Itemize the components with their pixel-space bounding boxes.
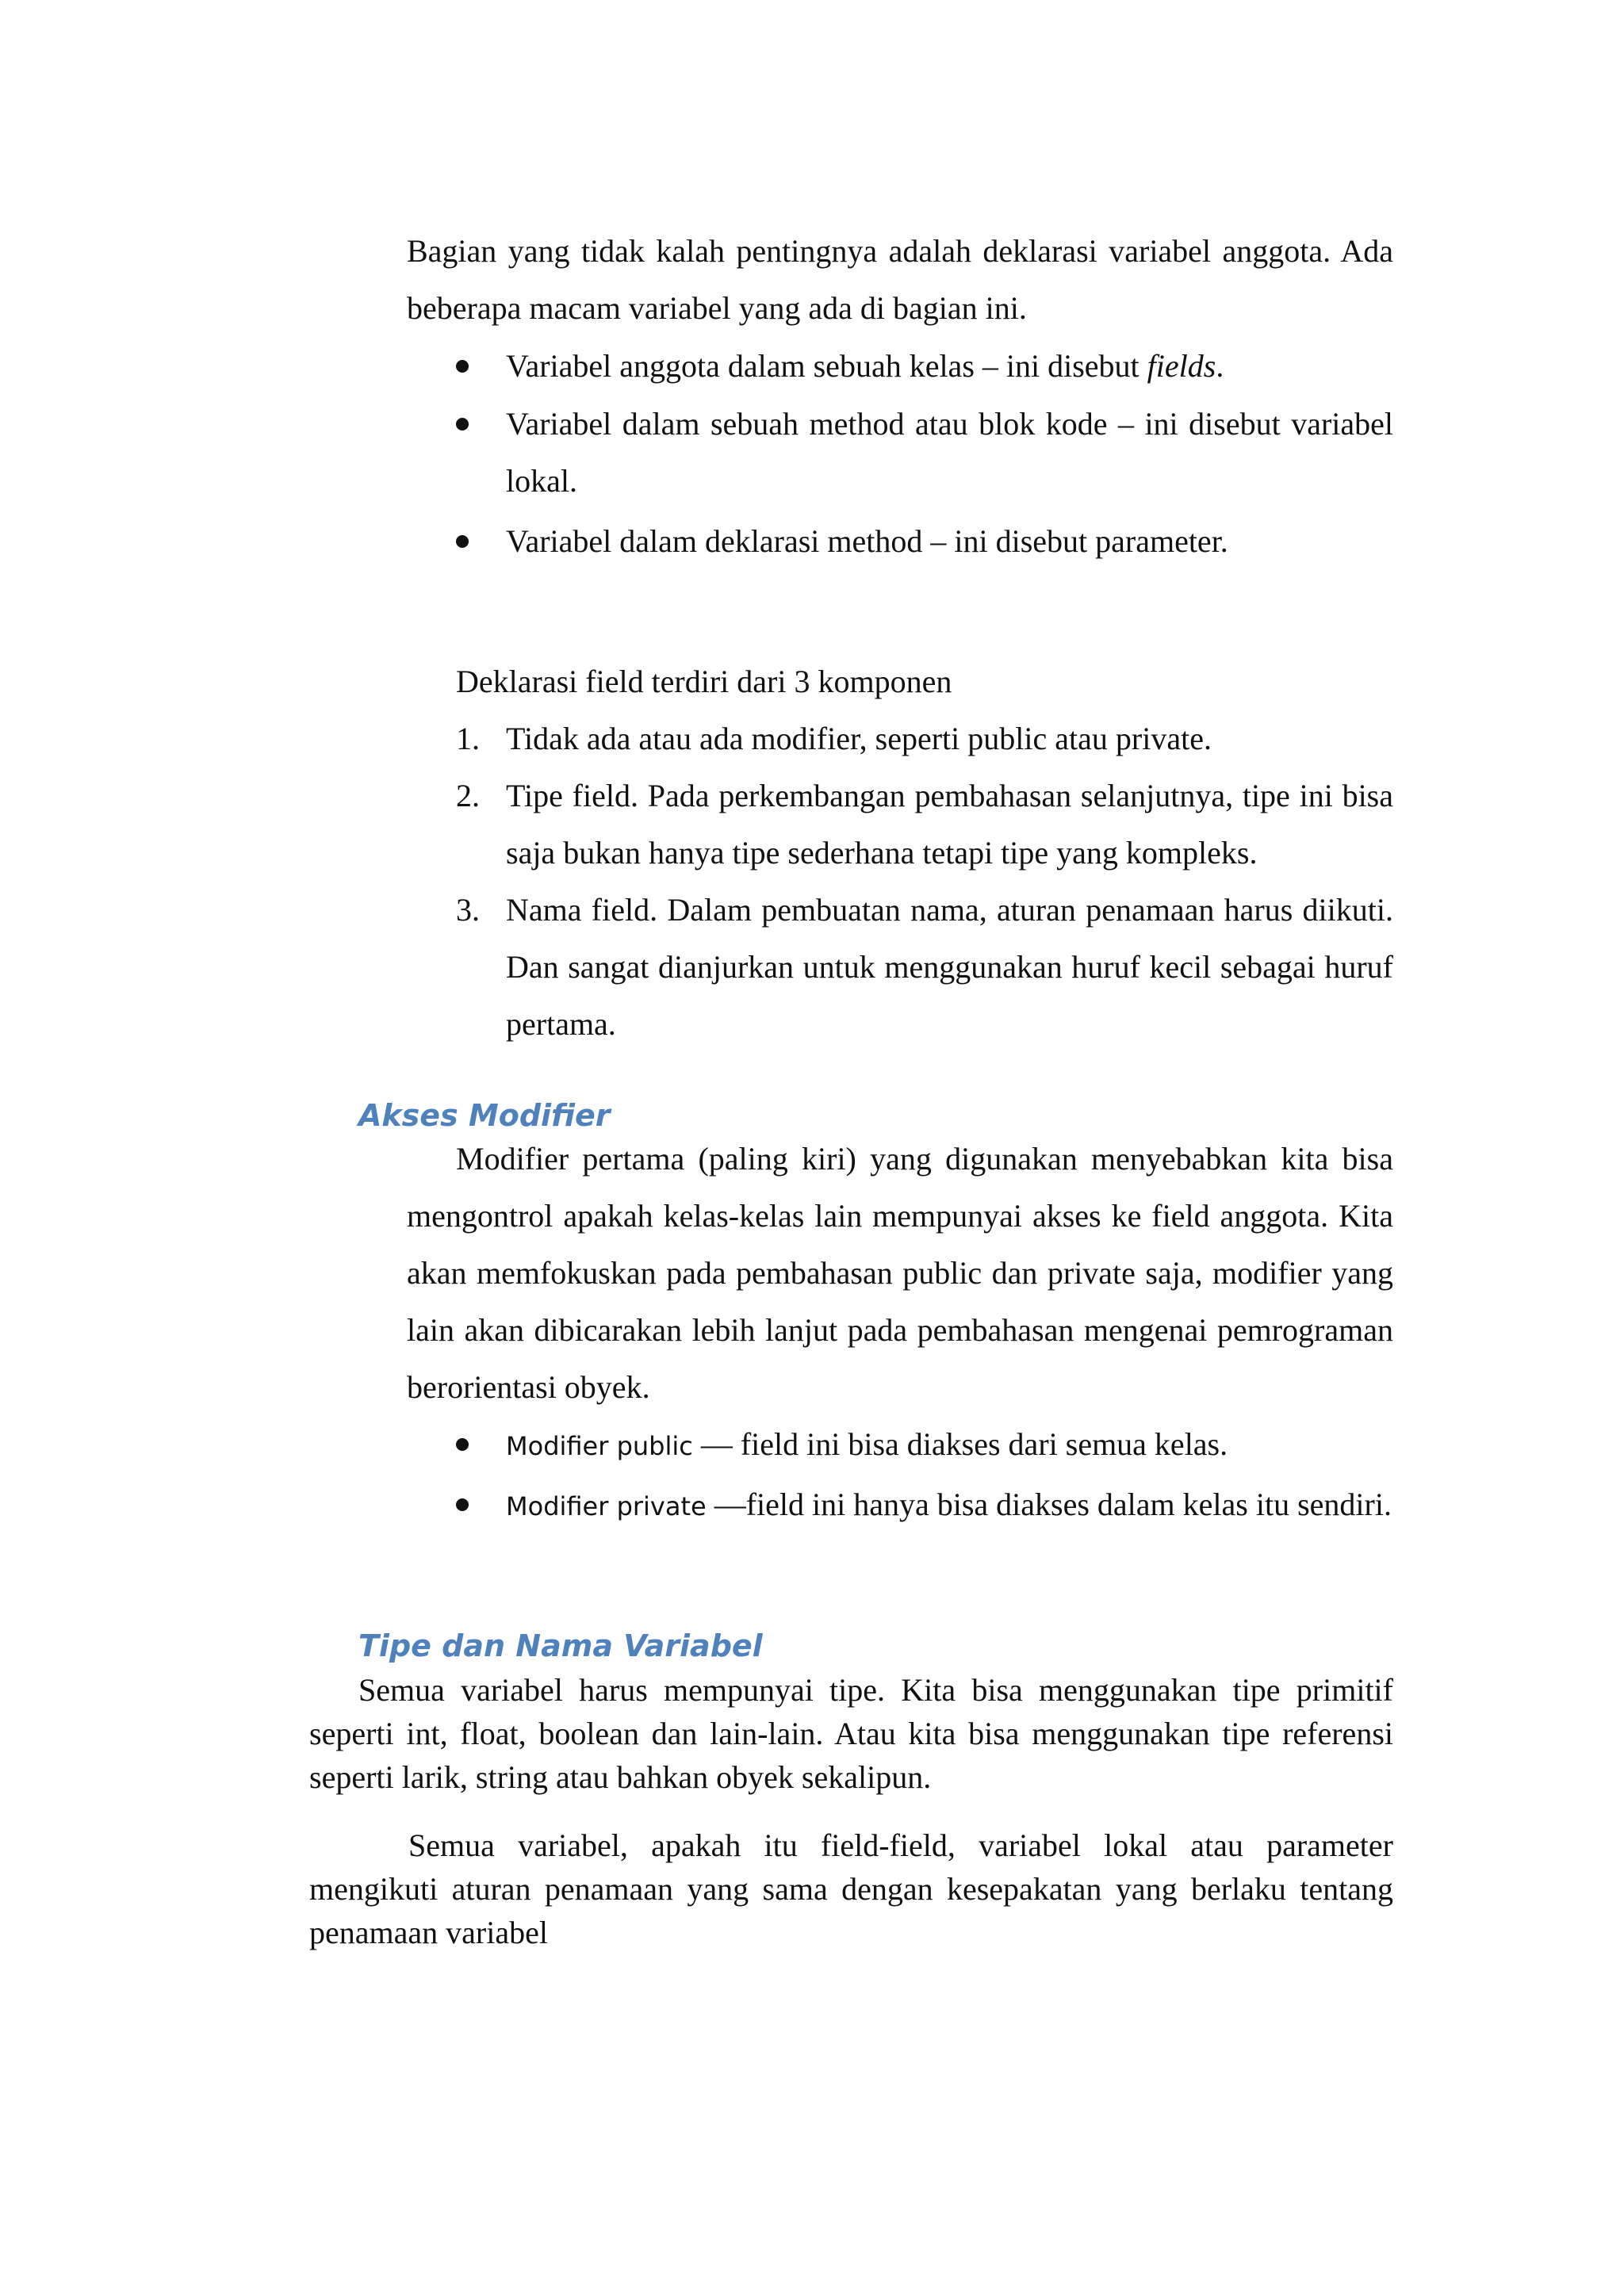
intro-bullet-2-text: Variabel dalam sebuah method atau blok kode – ini disebut variabel lokal. [506,406,1393,499]
intro-bullet-2 [456,396,1393,510]
modifier-private-text: Modifier private —field ini hanya bisa diakses dalam kelas itu sendiri. [506,1487,1392,1522]
modifier-private-code: Modifier private [506,1491,707,1521]
field-item-2-text: Tipe field. Pada perkembangan pembahasan selanjutnya, tipe ini bisa saja bukan hanya tipe sederhana tetapi tipe yang kompleks. [506,778,1393,871]
tipe-nama-heading: Tipe dan Nama Variabel [358,1628,763,1663]
field-declaration-lead: Deklarasi field terdiri dari 3 komponen [456,664,952,699]
modifier-public-bullet [456,1416,1393,1473]
bullet-icon [456,418,469,430]
modifier-public-text: Modifier public — field ini bisa diakses dari semua kelas. [506,1426,1228,1462]
field-item-1-text: Tidak ada atau ada modifier, seperti public atau private. [506,721,1212,756]
akses-modifier-paragraph: Modifier pertama (paling kiri) yang digunakan menyebabkan kita bisa mengontrol apakah kelas-kelas lain mempunyai akses ke field anggota. Kita akan memfokuskan pada pembahasan public dan private saja, modifier yang lain akan dibicarakan lebih lanjut pada pembahasan mengenai pemrograman berorientasi obyek. [407,1141,1393,1405]
list-number: 3. [456,892,480,928]
bullet-icon [456,360,469,373]
field-item-3 [456,882,1393,1053]
tipe-nama-paragraph-1: Semua variabel harus mempunyai tipe. Kita bisa menggunakan tipe primitif seperti int, float, boolean dan lain-lain. Atau kita bisa menggunakan tipe referensi seperti larik, string atau bahkan obyek sekalipun. [309,1672,1393,1795]
bullet-icon [456,1498,469,1511]
field-item-1 [456,710,1393,767]
bullet-icon [456,535,469,548]
akses-modifier-heading: Akses Modifier [358,1098,611,1133]
modifier-private-bullet [456,1476,1393,1590]
field-item-2 [456,767,1393,882]
bullet-icon [456,1438,469,1451]
intro-bullet-1 [456,338,1393,395]
intro-bullet-3 [456,513,1393,570]
field-item-3-text: Nama field. Dalam pembuatan nama, aturan penamaan harus diikuti. Dan sangat dianjurkan untuk menggunakan huruf kecil sebagai huruf pertama. [506,892,1393,1042]
modifier-public-code: Modifier public [506,1431,693,1461]
list-number: 1. [456,721,480,756]
intro-bullet-3-text: Variabel dalam deklarasi method – ini disebut parameter. [506,523,1228,559]
intro-paragraph: Bagian yang tidak kalah pentingnya adalah deklarasi variabel anggota. Ada beberapa macam variabel yang ada di bagian ini. [407,233,1393,326]
tipe-nama-paragraph-2: Semua variabel, apakah itu field-field, variabel lokal atau parameter mengikuti aturan penamaan yang sama dengan kesepakatan yang berlaku tentang penamaan variabel [309,1827,1393,1950]
list-number: 2. [456,778,480,813]
intro-bullet-1-text: Variabel anggota dalam sebuah kelas – ini disebut fields. [506,348,1224,384]
